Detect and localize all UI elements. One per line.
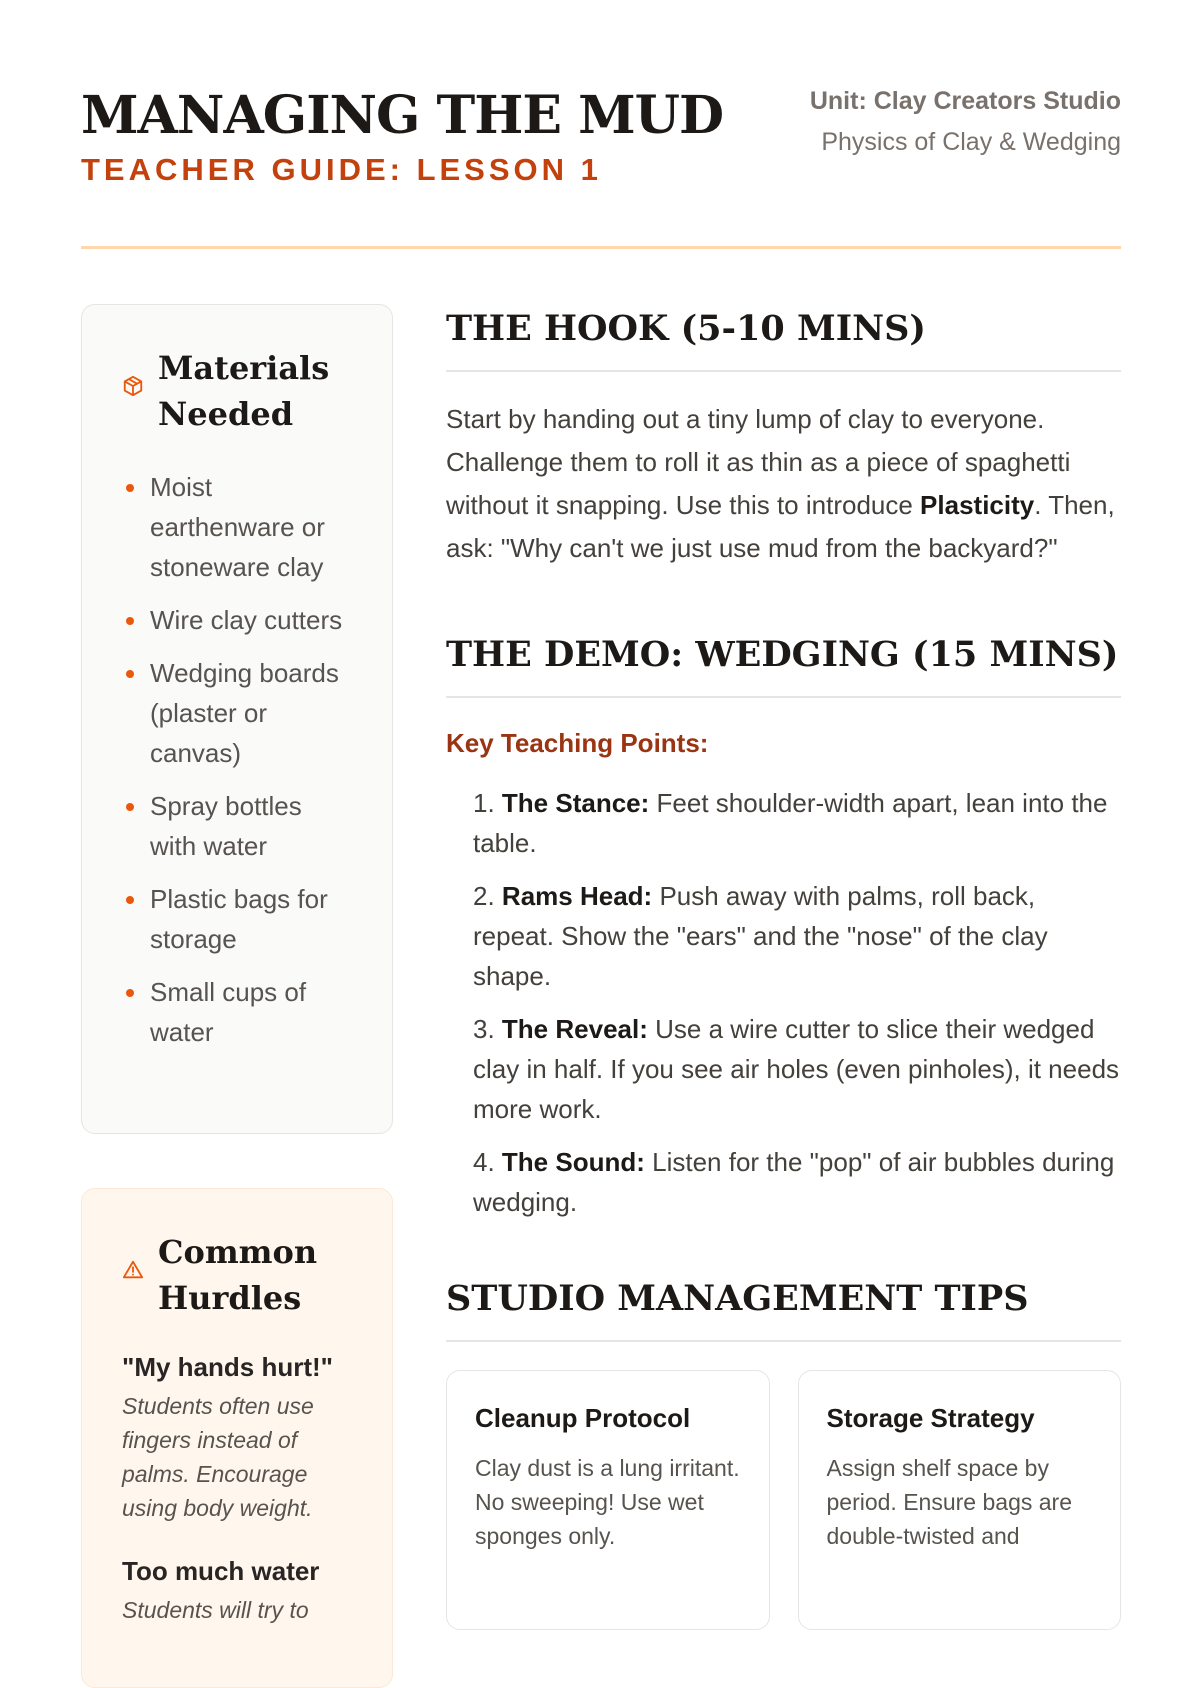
hook-text [446,398,1121,570]
list-item: Moist earthenware or stoneware clay [122,467,354,587]
warning-icon [122,1259,144,1281]
step-label: Rams Head: [501,881,653,911]
list-item: Small cups of water [122,972,354,1052]
materials-title: Materials Needed [158,349,330,433]
list-item [473,1142,1121,1222]
hook-section [446,304,1121,570]
tip-card [798,1370,1122,1630]
unit-name: Unit: Clay Creators Studio [809,87,1121,115]
tip-text: Clay dust is a lung irritant. No sweeping! Use wet sponges only. [475,1455,740,1549]
tips-section [446,1274,1121,1630]
hurdles-header [122,1229,362,1321]
page-subtitle: TEACHER GUIDE: LESSON 1 [81,152,602,187]
step-text: Feet shoulder-width apart, lean into the table. [473,788,1108,858]
hook-title: THE HOOK (5-10 MINS) [446,304,1121,372]
main-content [446,304,1121,1630]
tips-grid [446,1370,1121,1630]
list-item: Plastic bags for storage [122,879,354,959]
materials-card [81,304,393,1134]
hook-text-start: Start by handing out a tiny lump of clay to everyone. Challenge them to roll it as thin as a piece of spaghetti without it snapping. Use this to introduce [446,404,1071,520]
hurdles-card [81,1188,393,1688]
list-item: Spray bottles with water [122,786,354,866]
sidebar [81,304,393,1688]
hurdle-answer: Students will try to [122,1597,309,1623]
page-header [81,86,1121,246]
demo-section [446,630,1121,1222]
list-item: Wire clay cutters [122,600,354,640]
list-item [473,876,1121,996]
step-number: 4. [473,1147,495,1177]
materials-header [122,345,354,437]
tip-card [446,1370,770,1630]
page-title: MANAGING THE MUD [81,85,724,146]
list-item [473,783,1121,863]
step-label: The Stance: [501,788,650,818]
step-number: 2. [473,881,495,911]
step-label: The Reveal: [501,1014,648,1044]
hook-text-end: . Then, ask: "Why can't we just use mud from the backyard?" [446,490,1115,563]
step-text: Listen for the "pop" of air bubbles during wedging. [473,1147,1115,1217]
tip-title: Storage Strategy [826,1403,1035,1433]
lesson-page [81,0,1121,1623]
tips-title: STUDIO MANAGEMENT TIPS [446,1274,1121,1342]
list-item: Wedging boards (plaster or canvas) [122,653,354,773]
teaching-steps [446,783,1121,1222]
unit-topic: Physics of Clay & Wedging [821,128,1121,156]
step-label: The Sound: [501,1147,645,1177]
hurdle-answer: Students often use fingers instead of palms. Encourage using body weight. [122,1393,314,1521]
step-number: 1. [473,788,495,818]
demo-title: THE DEMO: WEDGING (15 MINS) [446,630,1121,698]
materials-list [122,467,354,1052]
hurdle-question: "My hands hurt!" [122,1352,333,1382]
hurdle-question: Too much water [122,1556,320,1586]
unit-info [810,86,1121,157]
key-points-label: Key Teaching Points: [446,728,709,758]
list-item [473,1009,1121,1129]
step-text: Use a wire cutter to slice their wedged clay in half. If you see air holes (even pinholes), it needs more work. [473,1014,1120,1124]
box-icon [122,375,144,397]
header-divider [81,246,1121,249]
hurdles-title: Common Hurdles [158,1233,318,1317]
hook-keyword: Plasticity [920,490,1035,520]
step-text: Push away with palms, roll back, repeat. Show the "ears" and the "nose" of the clay shape. [473,881,1048,991]
tip-text: Assign shelf space by period. Ensure bags are double-twisted and [826,1455,1072,1549]
step-number: 3. [473,1014,495,1044]
tip-title: Cleanup Protocol [475,1403,691,1433]
